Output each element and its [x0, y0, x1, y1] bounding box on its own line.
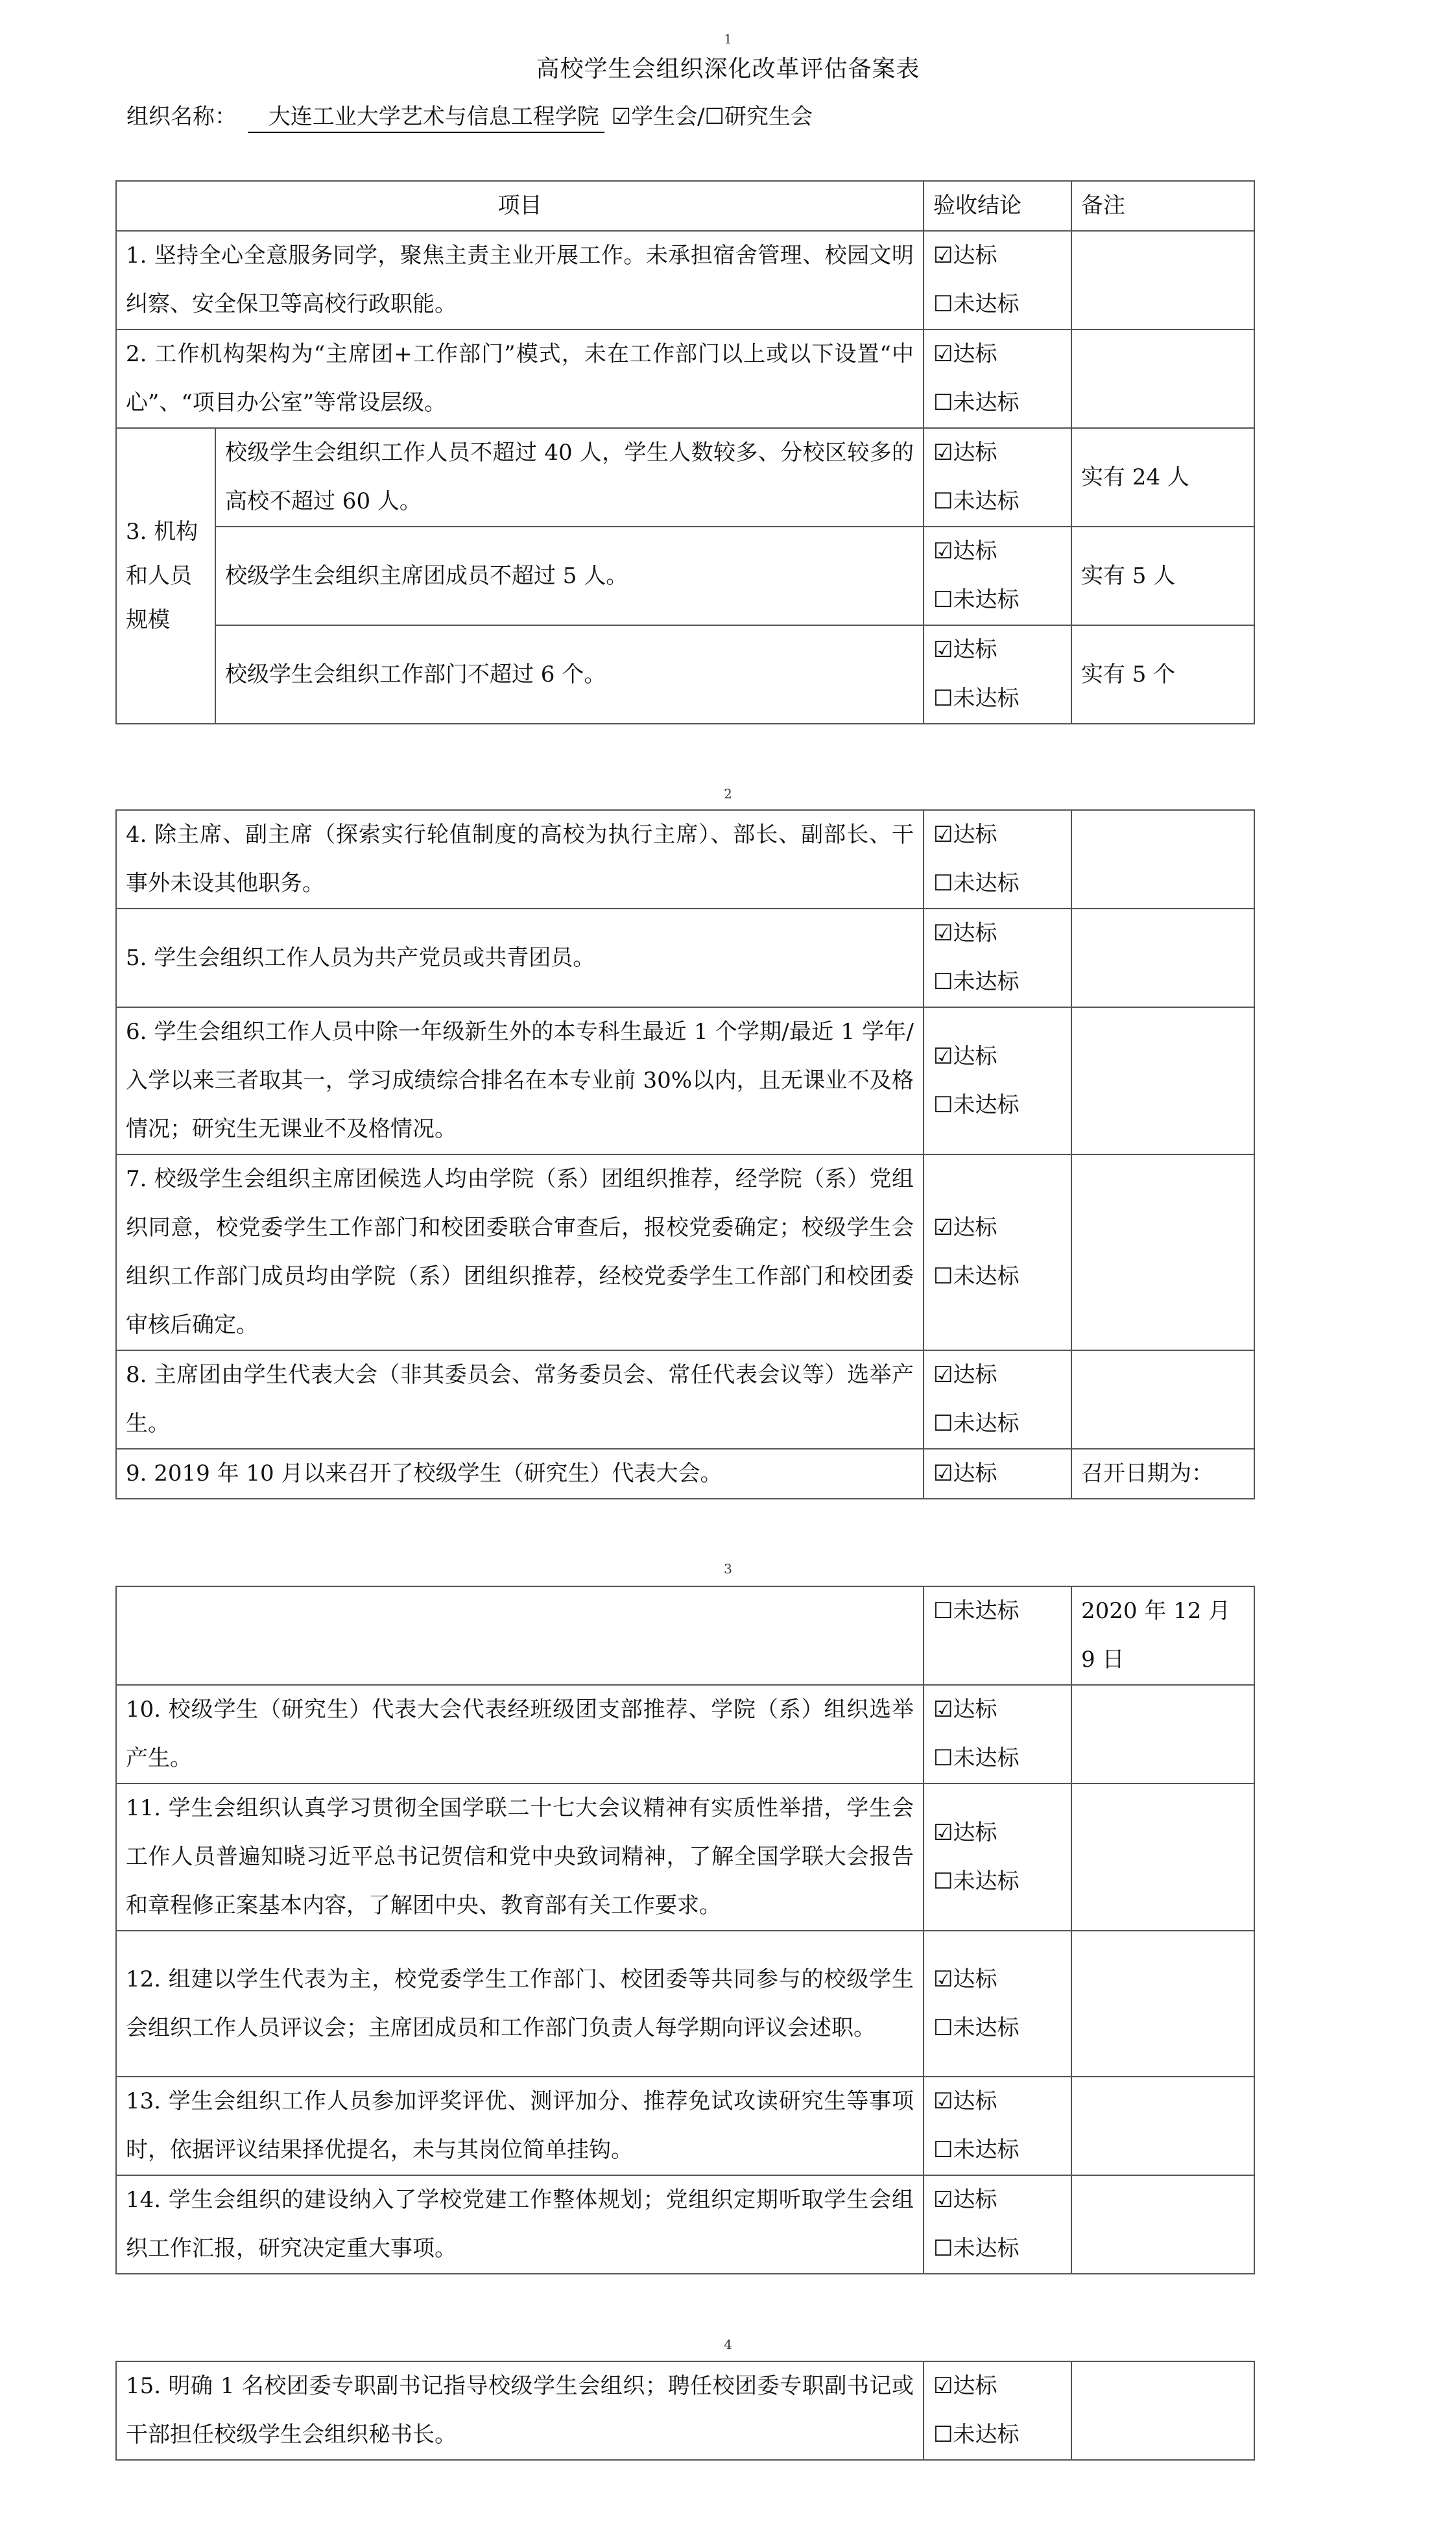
- pass-checkbox[interactable]: ☑达标: [933, 440, 997, 466]
- pass-checkbox[interactable]: ☑达标: [933, 1966, 997, 1992]
- org-name-field: 大连工业大学艺术与信息工程学院: [248, 99, 604, 133]
- note-cell: [1071, 1154, 1254, 1350]
- table-row: [116, 1931, 1254, 2077]
- fail-checkbox[interactable]: ☐未达标: [933, 969, 1020, 995]
- pass-checkbox[interactable]: ☑达标: [933, 1215, 997, 1241]
- note-cell: [1071, 1783, 1254, 1931]
- page-number: 2: [724, 786, 732, 802]
- item-text: 校级学生会组织工作人员不超过 40 人，学生人数较多、分校区较多的高校不超过 60 人。: [215, 428, 924, 527]
- result-cell: [924, 1007, 1071, 1154]
- table-row: [116, 1586, 1254, 1685]
- note-cell: 实有 5 人: [1071, 527, 1254, 625]
- note-cell: 2020 年 12 月 9 日: [1071, 1586, 1254, 1685]
- result-cell: [924, 329, 1071, 428]
- table-row: [116, 810, 1254, 909]
- note-cell: [1071, 2361, 1254, 2460]
- table-row: [116, 1783, 1254, 1931]
- item-text: 7. 校级学生会组织主席团候选人均由学院（系）团组织推荐，经学院（系）党组织同意，校党委学生工作部门和校团委联合审查后，报校党委确定；校级学生会组织工作部门成员均由学院（系）团组织推荐，经校党委学生工作部门和校团委审核后确定。: [116, 1154, 924, 1350]
- header-result: 验收结论: [924, 181, 1071, 231]
- fail-checkbox[interactable]: ☐未达标: [933, 2014, 1020, 2041]
- result-cell: [924, 428, 1071, 527]
- page-number: 1: [724, 31, 732, 47]
- item-text: 10. 校级学生（研究生）代表大会代表经班级团支部推荐、学院（系）组织选举产生。: [116, 1685, 924, 1783]
- page-number: 3: [724, 1561, 732, 1577]
- fail-checkbox[interactable]: ☐未达标: [933, 291, 1020, 317]
- header-item: 项目: [116, 181, 924, 231]
- table-row: [116, 329, 1254, 428]
- table-row: [116, 527, 1254, 625]
- assessment-table-page-3: [115, 1586, 1255, 2274]
- group-label-scale: 3. 机构和人员规模: [116, 428, 215, 724]
- org-type-checkboxes: ☑学生会/☐研究生会: [611, 104, 813, 130]
- note-cell: [1071, 810, 1254, 909]
- item-text: 6. 学生会组织工作人员中除一年级新生外的本专科生最近 1 个学期/最近 1 学年/入学以来三者取其一，学习成绩综合排名在本专业前 30%以内，且无课业不及格情况；研究生无课业不及格情况。: [116, 1007, 924, 1154]
- fail-checkbox[interactable]: ☐未达标: [933, 2422, 1020, 2448]
- table-row: [116, 2175, 1254, 2274]
- pass-checkbox[interactable]: ☑达标: [933, 822, 997, 848]
- result-cell: [924, 1783, 1071, 1931]
- pass-checkbox[interactable]: ☑达标: [933, 1362, 997, 1388]
- note-cell: [1071, 1007, 1254, 1154]
- item-text: 13. 学生会组织工作人员参加评奖评优、测评加分、推荐免试攻读研究生等事项时，依据评议结果择优提名，未与其岗位简单挂钩。: [116, 2077, 924, 2175]
- fail-checkbox[interactable]: ☐未达标: [933, 1598, 1020, 1624]
- assessment-table-page-1: [115, 180, 1255, 724]
- pass-checkbox[interactable]: ☑达标: [933, 341, 997, 367]
- header-note: 备注: [1071, 181, 1254, 231]
- pass-checkbox[interactable]: ☑达标: [933, 2187, 997, 2213]
- table-row: [116, 625, 1254, 724]
- result-cell: [924, 1350, 1071, 1449]
- fail-checkbox[interactable]: ☐未达标: [933, 870, 1020, 896]
- pass-checkbox[interactable]: ☑达标: [933, 1819, 997, 1846]
- result-cell: [924, 1449, 1071, 1499]
- fail-checkbox[interactable]: ☐未达标: [933, 2236, 1020, 2261]
- pass-checkbox[interactable]: ☑达标: [933, 637, 997, 663]
- pass-checkbox[interactable]: ☑达标: [933, 2088, 997, 2114]
- result-cell: [924, 1154, 1071, 1350]
- item-text: 12. 组建以学生代表为主，校党委学生工作部门、校团委等共同参与的校级学生会组织工作人员评议会；主席团成员和工作部门负责人每学期向评议会述职。: [116, 1931, 924, 2077]
- fail-checkbox[interactable]: ☐未达标: [933, 2137, 1020, 2163]
- table-header-row: [116, 181, 1254, 231]
- note-cell: [1071, 329, 1254, 428]
- pass-checkbox[interactable]: ☑达标: [933, 1043, 997, 1069]
- pass-checkbox[interactable]: ☑达标: [933, 1697, 997, 1723]
- result-cell: [924, 1586, 1071, 1685]
- item-text: 5. 学生会组织工作人员为共产党员或共青团员。: [116, 909, 924, 1007]
- note-cell: 实有 24 人: [1071, 428, 1254, 527]
- note-cell: [1071, 1350, 1254, 1449]
- item-text: 2. 工作机构架构为“主席团+工作部门”模式，未在工作部门以上或以下设置“中心”、“项目办公室”等常设层级。: [116, 329, 924, 428]
- table-row: [116, 909, 1254, 1007]
- item-text: 15. 明确 1 名校团委专职副书记指导校级学生会组织；聘任校团委专职副书记或干部担任校级学生会组织秘书长。: [116, 2361, 924, 2460]
- pass-checkbox[interactable]: ☑达标: [933, 1461, 997, 1486]
- result-cell: [924, 2175, 1071, 2274]
- table-row: [116, 2077, 1254, 2175]
- fail-checkbox[interactable]: ☐未达标: [933, 686, 1020, 711]
- result-cell: [924, 2361, 1071, 2460]
- table-row: [116, 1449, 1254, 1499]
- note-cell: [1071, 909, 1254, 1007]
- result-cell: [924, 527, 1071, 625]
- organization-line: [126, 99, 813, 133]
- item-text: 9. 2019 年 10 月以来召开了校级学生（研究生）代表大会。: [116, 1449, 924, 1499]
- fail-checkbox[interactable]: ☐未达标: [933, 1868, 1020, 1894]
- result-cell: [924, 909, 1071, 1007]
- item-text: 8. 主席团由学生代表大会（非其委员会、常务委员会、常任代表会议等）选举产生。: [116, 1350, 924, 1449]
- pass-checkbox[interactable]: ☑达标: [933, 920, 997, 946]
- note-cell: 召开日期为：: [1071, 1449, 1254, 1499]
- fail-checkbox[interactable]: ☐未达标: [933, 1411, 1020, 1437]
- table-row: [116, 1154, 1254, 1350]
- fail-checkbox[interactable]: ☐未达标: [933, 587, 1020, 613]
- item-text: 11. 学生会组织认真学习贯彻全国学联二十七大会议精神有实质性举措，学生会工作人员普遍知晓习近平总书记贺信和党中央致词精神，了解全国学联大会报告和章程修正案基本内容，了解团中央、教育部有关工作要求。: [116, 1783, 924, 1931]
- table-row: [116, 1007, 1254, 1154]
- item-text: 1. 坚持全心全意服务同学，聚焦主责主业开展工作。未承担宿舍管理、校园文明纠察、安全保卫等高校行政职能。: [116, 231, 924, 329]
- table-row: [116, 1350, 1254, 1449]
- fail-checkbox[interactable]: ☐未达标: [933, 390, 1020, 416]
- result-cell: [924, 2077, 1071, 2175]
- item-text: 校级学生会组织主席团成员不超过 5 人。: [215, 527, 924, 625]
- item-text: [116, 1586, 924, 1685]
- note-cell: [1071, 1685, 1254, 1783]
- note-cell: [1071, 2077, 1254, 2175]
- table-row: [116, 1685, 1254, 1783]
- fail-checkbox[interactable]: ☐未达标: [933, 1092, 1020, 1118]
- page-title: 高校学生会组织深化改革评估备案表: [536, 56, 920, 82]
- item-text: 14. 学生会组织的建设纳入了学校党建工作整体规划；党组织定期听取学生会组织工作汇报，研究决定重大事项。: [116, 2175, 924, 2274]
- assessment-table-page-2: [115, 809, 1255, 1499]
- result-cell: [924, 231, 1071, 329]
- page-number: 4: [724, 2337, 732, 2352]
- result-cell: [924, 625, 1071, 724]
- item-text: 4. 除主席、副主席（探索实行轮值制度的高校为执行主席）、部长、副部长、干事外未设其他职务。: [116, 810, 924, 909]
- assessment-table-page-4: [115, 2361, 1255, 2461]
- table-row: [116, 428, 1254, 527]
- table-row: [116, 231, 1254, 329]
- fail-checkbox[interactable]: ☐未达标: [933, 488, 1020, 514]
- fail-checkbox[interactable]: ☐未达标: [933, 1745, 1020, 1771]
- note-cell: [1071, 1931, 1254, 2077]
- result-cell: [924, 1931, 1071, 2077]
- note-cell: [1071, 2175, 1254, 2274]
- result-cell: [924, 1685, 1071, 1783]
- pass-checkbox[interactable]: ☑达标: [933, 538, 997, 564]
- pass-checkbox[interactable]: ☑达标: [933, 2373, 997, 2399]
- pass-checkbox[interactable]: ☑达标: [933, 243, 997, 268]
- org-label: 组织名称：: [126, 104, 237, 130]
- note-cell: 实有 5 个: [1071, 625, 1254, 724]
- table-row: [116, 2361, 1254, 2460]
- fail-checkbox[interactable]: ☐未达标: [933, 1263, 1020, 1289]
- note-cell: [1071, 231, 1254, 329]
- result-cell: [924, 810, 1071, 909]
- item-text: 校级学生会组织工作部门不超过 6 个。: [215, 625, 924, 724]
